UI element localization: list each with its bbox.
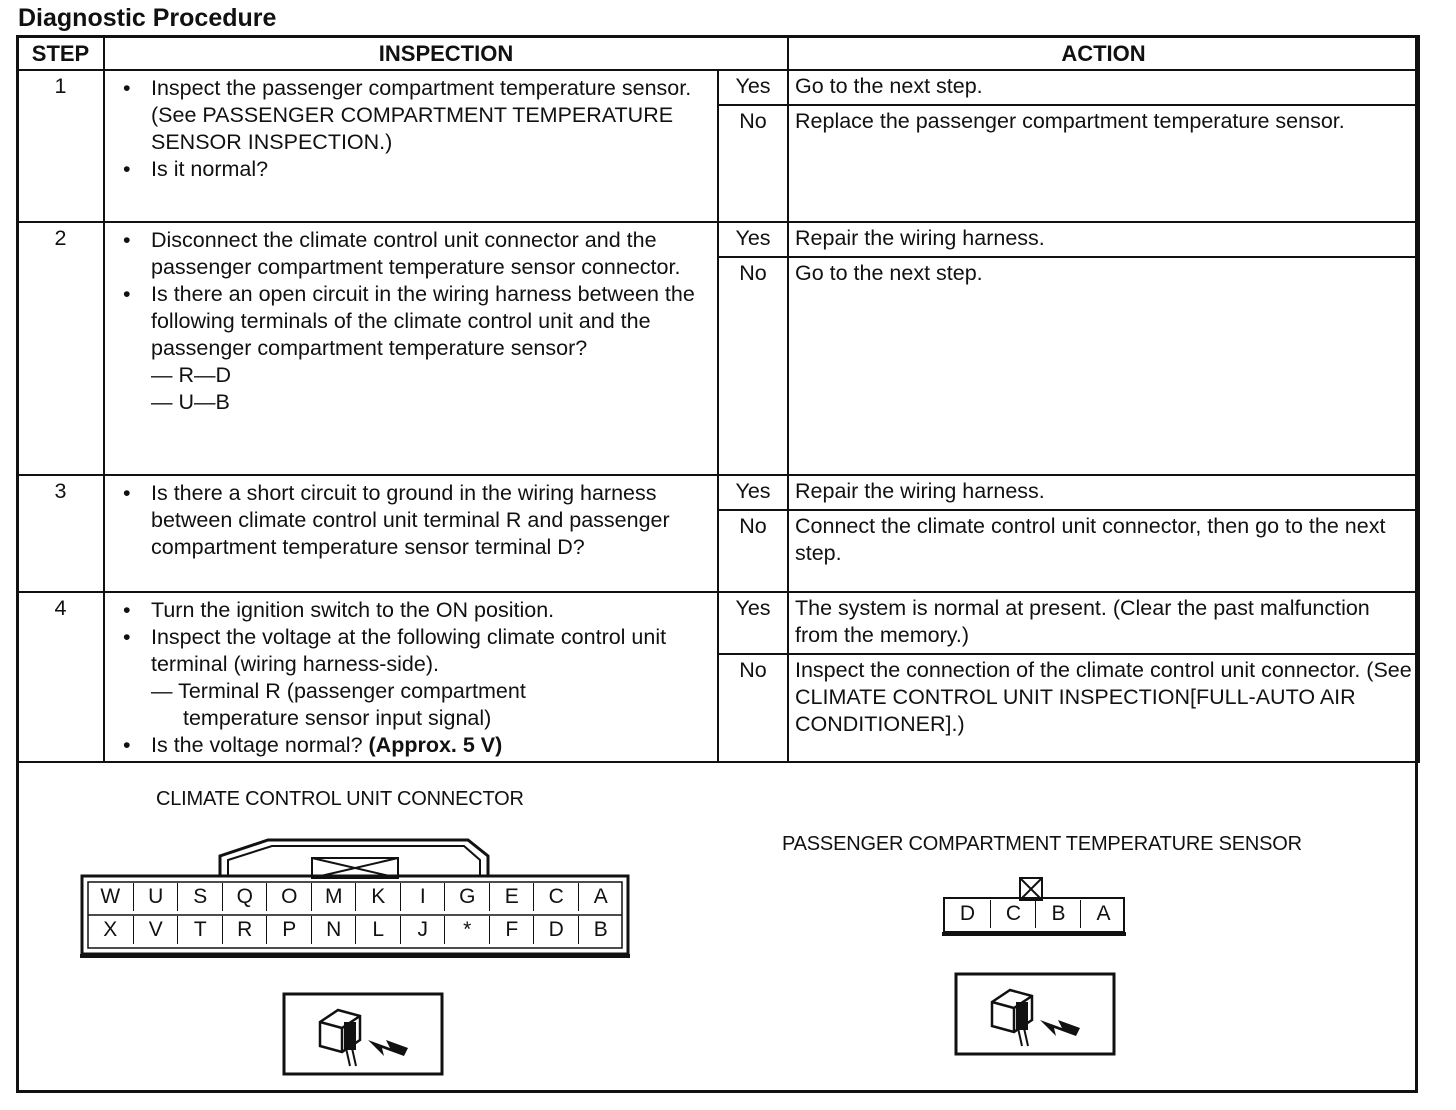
terminal-n: N (311, 916, 357, 944)
terminal-d: D (533, 916, 579, 944)
terminal-a: A (578, 883, 624, 911)
terminal-pair: — R—D (151, 363, 232, 387)
no-action: Inspect the connection of the climate control unit connector. (See CLIMATE CONTROL UNIT INSPECTION[FULL-AUTO AIR CONDITIONER].) (788, 654, 1419, 762)
no-label: No (718, 105, 788, 222)
harness-side-view-icon (308, 1000, 418, 1070)
ccu-connector-caption: CLIMATE CONTROL UNIT CONNECTOR (156, 788, 524, 810)
yes-label: Yes (718, 70, 788, 105)
voltage-spec: (Approx. 5 V) (368, 733, 503, 757)
inspection-bullet: • Turn the ignition switch to the ON position. (115, 597, 711, 624)
terminal-t: T (177, 916, 223, 944)
terminal-g: G (444, 883, 490, 911)
terminal-d: D (959, 902, 976, 925)
yes-label: Yes (718, 592, 788, 654)
yes-action: Repair the wiring harness. (788, 475, 1419, 510)
terminal-a: A (1080, 900, 1126, 928)
terminal-k: K (355, 883, 401, 911)
no-action: Connect the climate control unit connector, then go to the next step. (788, 510, 1419, 592)
yes-label: Yes (718, 475, 788, 510)
sensor-connector-caption: PASSENGER COMPARTMENT TEMPERATURE SENSOR (782, 833, 1302, 855)
inspection-bullet: • Is there a short circuit to ground in the wiring harness between climate control unit terminal R and passenger compartment temperature sensor terminal D? (115, 480, 711, 561)
terminal-e: E (489, 883, 535, 911)
header-action: ACTION (788, 36, 1419, 70)
terminal-v: V (133, 916, 179, 944)
terminal-f: F (489, 916, 535, 944)
terminal-note: temperature sensor input signal) (183, 706, 492, 730)
no-label: No (718, 257, 788, 475)
no-action: Replace the passenger compartment temperature sensor. (788, 105, 1419, 222)
terminal-note: — Terminal R (passenger compartment (151, 679, 526, 703)
page-title: Diagnostic Procedure (18, 4, 277, 32)
step-number: 4 (17, 592, 104, 762)
terminal-unused: * (444, 916, 490, 944)
terminal-pair: — U—B (151, 390, 230, 414)
no-label: No (718, 510, 788, 592)
terminal-s: S (177, 883, 223, 911)
inspection-bullet: • Disconnect the climate control unit connector and the passenger compartment temperature sensor connector. (115, 227, 711, 281)
inspection-bullet: • Inspect the voltage at the following climate control unit terminal (wiring harness-side). (115, 624, 711, 678)
terminal-l: L (355, 916, 401, 944)
yes-label: Yes (718, 222, 788, 257)
terminal-r: R (222, 916, 268, 944)
voltage-question: Is the voltage normal? (151, 733, 369, 757)
terminal-j: J (400, 916, 446, 944)
inspection-bullet: • Is it normal? (115, 156, 711, 183)
header-step: STEP (17, 36, 104, 70)
inspection-bullet: • Is there an open circuit in the wiring harness between the following terminals of the climate control unit and the passenger compartment temperature sensor? (115, 281, 711, 362)
connector-diagram-panel (16, 766, 1418, 1093)
yes-action: Repair the wiring harness. (788, 222, 1419, 257)
inspection-bullet: • Inspect the passenger compartment temperature sensor. (See PASSENGER COMPARTMENT TEMPERATURE SENSOR INSPECTION.) (115, 75, 711, 156)
terminal-c: C (533, 883, 579, 911)
terminal-u: U (133, 883, 179, 911)
step-number: 3 (17, 475, 104, 592)
yes-action: The system is normal at present. (Clear the past malfunction from the memory.) (788, 592, 1419, 654)
step-number: 1 (17, 70, 104, 222)
yes-action: Go to the next step. (788, 70, 1419, 105)
no-label: No (718, 654, 788, 762)
terminal-b: B (578, 916, 624, 944)
step-number: 2 (17, 222, 104, 475)
harness-side-view-icon (980, 980, 1090, 1050)
terminal-x: X (103, 918, 118, 941)
terminal-b: B (1035, 900, 1081, 928)
header-inspection: INSPECTION (104, 36, 788, 70)
terminal-i: I (400, 883, 446, 911)
no-action: Go to the next step. (788, 257, 1419, 475)
terminal-p: P (266, 916, 312, 944)
terminal-o: O (266, 883, 312, 911)
terminal-c: C (990, 900, 1036, 928)
terminal-m: M (311, 883, 357, 911)
terminal-w: W (100, 885, 121, 908)
terminal-q: Q (222, 883, 268, 911)
